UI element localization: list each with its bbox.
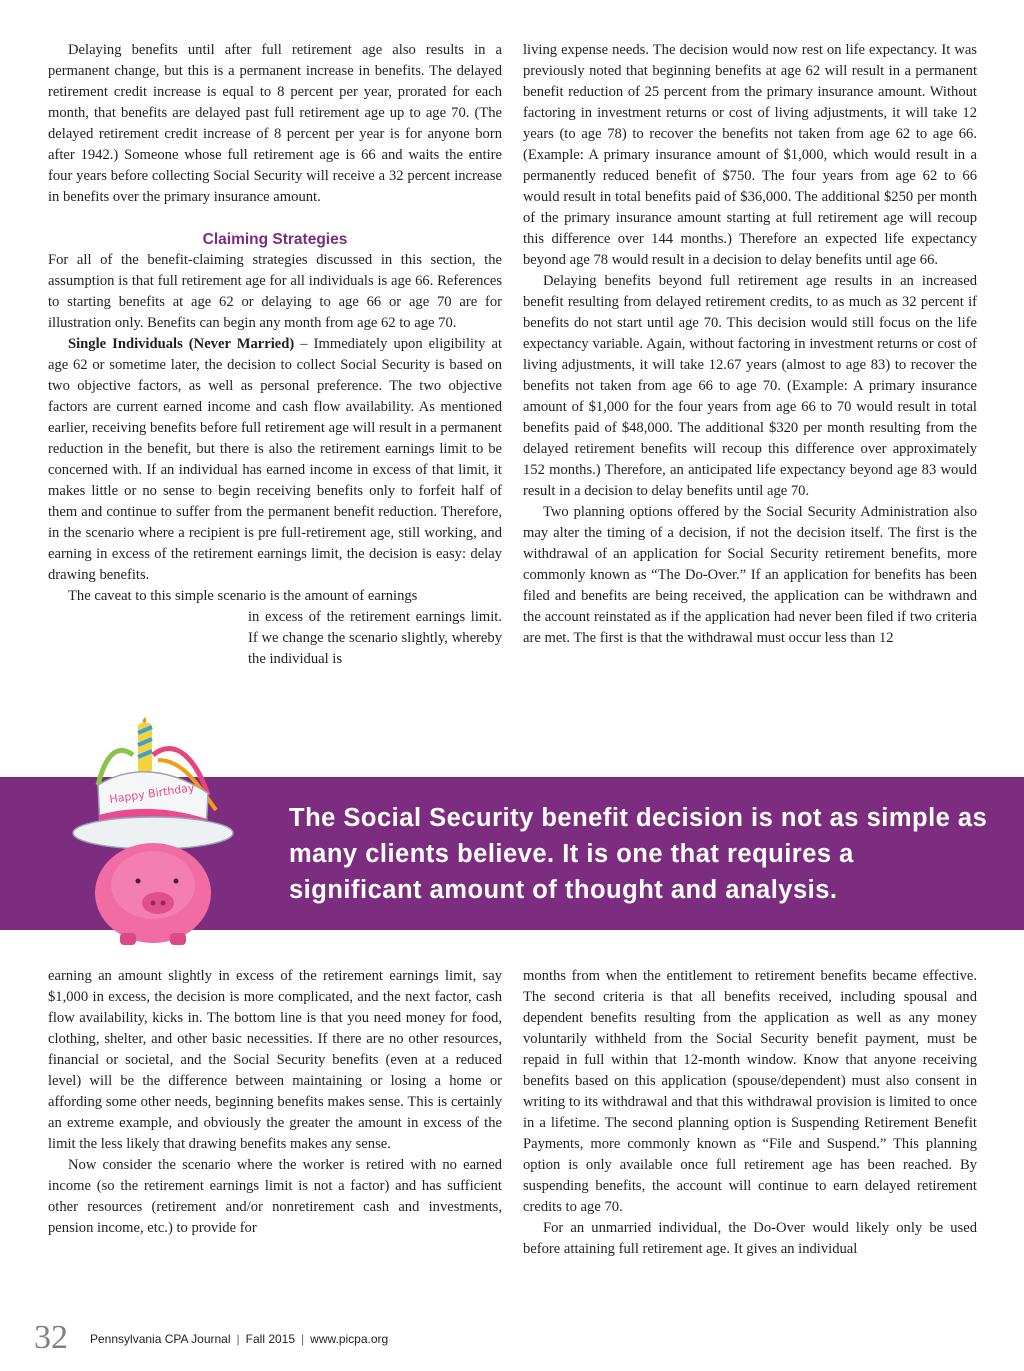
- paragraph-caveat-text: The caveat to this simple scenario is the amount of earnings: [68, 588, 418, 604]
- footer-journal-name: Pennsylvania CPA Journal: [90, 1332, 231, 1346]
- footer-publication-line: Pennsylvania CPA Journal | Fall 2015 | www.picpa.org: [90, 1332, 389, 1346]
- article-column-2: [523, 40, 977, 649]
- paragraph-single-individuals: [48, 334, 502, 586]
- article-column-1: [48, 40, 502, 670]
- hat-happy-birthday-text: Happy Birthday: [108, 781, 196, 806]
- pullquote-text: The Social Security benefit decision is not as simple as many clients believe. It is one that requires a significant amount of thought and analysis.: [289, 804, 988, 904]
- footer-issue: Fall 2015: [245, 1332, 296, 1346]
- section-heading-claiming-strategies: Claiming Strategies: [202, 231, 348, 248]
- illustration-wrap-space: [48, 607, 248, 670]
- paragraph-unmarried-do-over: For an unmarried individual, the Do-Over would likely only be used before attaining full retirement age. It gives an individual: [523, 1220, 977, 1257]
- paragraph-single-body: – Immediately upon eligibility at age 62 or sometime later, the decision to collect Social Security is based on two objective factors, as well as personal preference. The two objective factors are current earned income and cash flow availability. As mentioned earlier, receiving benefits before full retirement age will result in a permanent reduction in the benefit, but there is also the retirement earnings limit to be concerned with. If an individual has earned income in excess of that limit, it makes little or no sense to begin receiving benefits only to forfeit half of them and continue to suffer from the permanent benefit reduction. Therefore, in the scenario where a recipient is pre full-retirement age, still working, and earning in excess of the retirement earnings limit, the decision is easy: delay drawing benefits.: [48, 336, 503, 583]
- footer-url: www.picpa.org: [310, 1332, 389, 1346]
- paragraph-delayed-credit: Delaying benefits until after full retirement age also results in a permanent change, but this is a permanent increase in benefits. The delayed retirement credit increase is equal to 8 percent per year, prorated for each month, that benefits are delayed past full retirement age up to age 70. (The delayed retirement credit increase of 8 percent per year is for anyone born after 1942.) Someone whose full retirement age is 66 and waits the entire four years before collecting Social Security will receive a 32 percent increase in benefits over the primary insurance amount.: [48, 42, 502, 205]
- article-column-3: [48, 966, 502, 1239]
- runin-heading-single-individuals: Single Individuals (Never Married): [68, 336, 295, 352]
- paragraph-retired-worker: Now consider the scenario where the worker is retired with no earned income (so the retirement earnings limit is not a factor) and has sufficient other resources (retirement and/or nonretirement cash and investments, pension income, etc.) to provide for: [48, 1157, 502, 1236]
- page-number: 32: [34, 1319, 68, 1356]
- page-footer: [26, 1318, 926, 1358]
- paragraph-delaying-beyond: Delaying benefits beyond full retirement age results in an increased benefit resulting from delayed retirement credits, to as much as 32 percent if benefits do not start until age 70. This decision would still focus on the life expectancy variable. Again, without factoring in investment returns or cost of living adjustments, it will take 12.67 years (almost to age 83) to recover the benefits not taken from age 66 to age 70. (Example: A primary insurance amount of $1,000 for the four years from age 66 to 70 would result in total benefits paid of $48,000. The additional $320 per month resulting from the delayed retirement benefits will recoup this difference over approximately 152 months.) Therefore, an anticipated life expectancy beyond age 83 would result in a decision to delay benefits until age 70.: [523, 273, 977, 499]
- article-column-4: [523, 966, 977, 1260]
- paragraph-planning-options: Two planning options offered by the Social Security Administration also may alter the timing of a decision, if not the decision itself. The first is the withdrawal of an application for Social Security retirement benefits, more commonly known as “The Do-Over.” If an application for benefits has been filed and benefits are being received, the application can be withdrawn and the account reinstated as if the application had never been filed if two criteria are met. The first is that the withdrawal must occur less than 12: [523, 504, 977, 646]
- piggy-bank-birthday-hat-image: [58, 715, 238, 947]
- paragraph-life-expectancy: living expense needs. The decision would now rest on life expectancy. It was previously noted that beginning benefits at age 62 will result in a permanent benefit reduction of 25 percent from the primary insurance amount. Without factoring in investment returns or cost of living adjustments, it will take 12 years (to age 78) to recover the benefits not taken from age 62 to age 66. (Example: A primary insurance amount of $1,000, which would result in a permanently reduced benefit of $750. The four years from age 62 to 66 would result in total benefits paid of $36,000. The additional $250 per month of the primary insurance amount starting at full retirement age will recoup this difference over 144 months.) Therefore an expected life expectancy beyond age 78 would result in a decision to delay benefits until age 66.: [523, 42, 977, 268]
- paragraph-caveat: [48, 586, 502, 670]
- paragraph-withdrawal-criteria: months from when the entitlement to retirement benefits became effective. The second criteria is that all benefits received, including spousal and dependent benefits resulting from the application as well as any money voluntarily withheld from the Social Security benefit payment, must be repaid in full within that 12-month window. Know that anyone receiving benefits based on this application (spouse/dependent) must also consent in writing to its withdrawal and that this withdrawal provision is limited to once in a lifetime. The second planning option is Suspending Retirement Benefit Payments, more commonly known as “File and Suspend.” This planning option is only available once full retirement age has been reached. By suspending benefits, the account will continue to earn delayed retirement credits to age 70.: [523, 968, 977, 1215]
- paragraph-cash-flow: earning an amount slightly in excess of the retirement earnings limit, say $1,000 in excess, the decision is more complicated, and the next factor, cash flow availability, kicks in. The bottom line is that you need money for food, clothing, shelter, and other basic necessities. If there are no other resources, financial or societal, and the Social Security benefits (even at a reduced level) will be the difference between maintaining or losing a home or affording some other needs, beginning benefits makes sense. This is certainly an extreme example, and obviously the greater the amount in excess of the limit the less likely that drawing benefits makes any sense.: [48, 968, 502, 1152]
- paragraph-claiming-assumption: For all of the benefit-claiming strategies discussed in this section, the assumption is that full retirement age for all individuals is age 66. References to starting benefits at age 62 or delaying to age 66 or age 70 are for illustration only. Benefits can begin any month from age 62 to age 70.: [48, 252, 502, 331]
- paragraph-caveat-text-wrapped: in excess of the retirement earnings limit. If we change the scenario slightly, whereby the individual is: [248, 609, 502, 667]
